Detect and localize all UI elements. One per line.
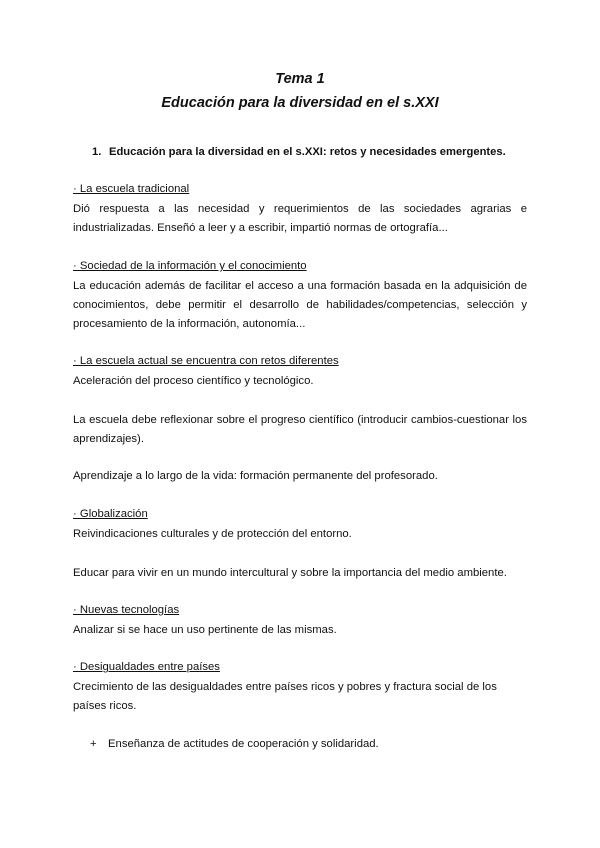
- paragraph: Reivindicaciones culturales y de protección del entorno.: [73, 528, 352, 540]
- paragraph: Aprendizaje a lo largo de la vida: formación permanente del profesorado.: [73, 470, 438, 482]
- paragraph: Crecimiento de las desigualdades entre países ricos y pobres y fractura social de los países ricos.: [73, 681, 497, 712]
- section-title: · Sociedad de la información y el conocimiento: [73, 260, 307, 272]
- bullet-plus-icon: +: [90, 738, 97, 750]
- paragraph: La educación además de facilitar el acceso a una formación basada en la adquisición de conocimientos, debe permitir el desarrollo de habilidades/competencias, selección y procesamiento de la información, autonomía...: [73, 280, 527, 330]
- paragraph: La escuela debe reflexionar sobre el progreso científico (introducir cambios-cuestionar los aprendizajes).: [73, 414, 527, 445]
- paragraph: Analizar si se hace un uso pertinente de las mismas.: [73, 624, 337, 636]
- bullet-text: Enseñanza de actitudes de cooperación y solidaridad.: [108, 738, 379, 750]
- paragraph: Aceleración del proceso científico y tecnológico.: [73, 375, 314, 387]
- heading-number: 1.: [92, 146, 102, 158]
- paragraph: Educar para vivir en un mundo intercultural y sobre la importancia del medio ambiente.: [73, 567, 507, 579]
- doc-subtitle: Educación para la diversidad en el s.XXI: [161, 95, 439, 111]
- section-heading: [92, 146, 506, 158]
- doc-title: Tema 1: [275, 71, 325, 87]
- heading-text: Educación para la diversidad en el s.XXI: retos y necesidades emergentes.: [109, 146, 506, 158]
- section-title: · Nuevas tecnologías: [73, 604, 180, 616]
- section-title: · Desigualdades entre países: [73, 661, 220, 673]
- bullet-item: [90, 738, 379, 750]
- paragraph: Dió respuesta a las necesidad y requerimientos de las sociedades agrarias e industrializadas. Enseñó a leer y a escribir, impartió normas de ortografía...: [73, 203, 527, 234]
- section-title: · La escuela actual se encuentra con retos diferentes: [73, 355, 339, 367]
- section-title: · La escuela tradicional: [73, 183, 190, 195]
- section-title: · Globalización: [73, 508, 148, 520]
